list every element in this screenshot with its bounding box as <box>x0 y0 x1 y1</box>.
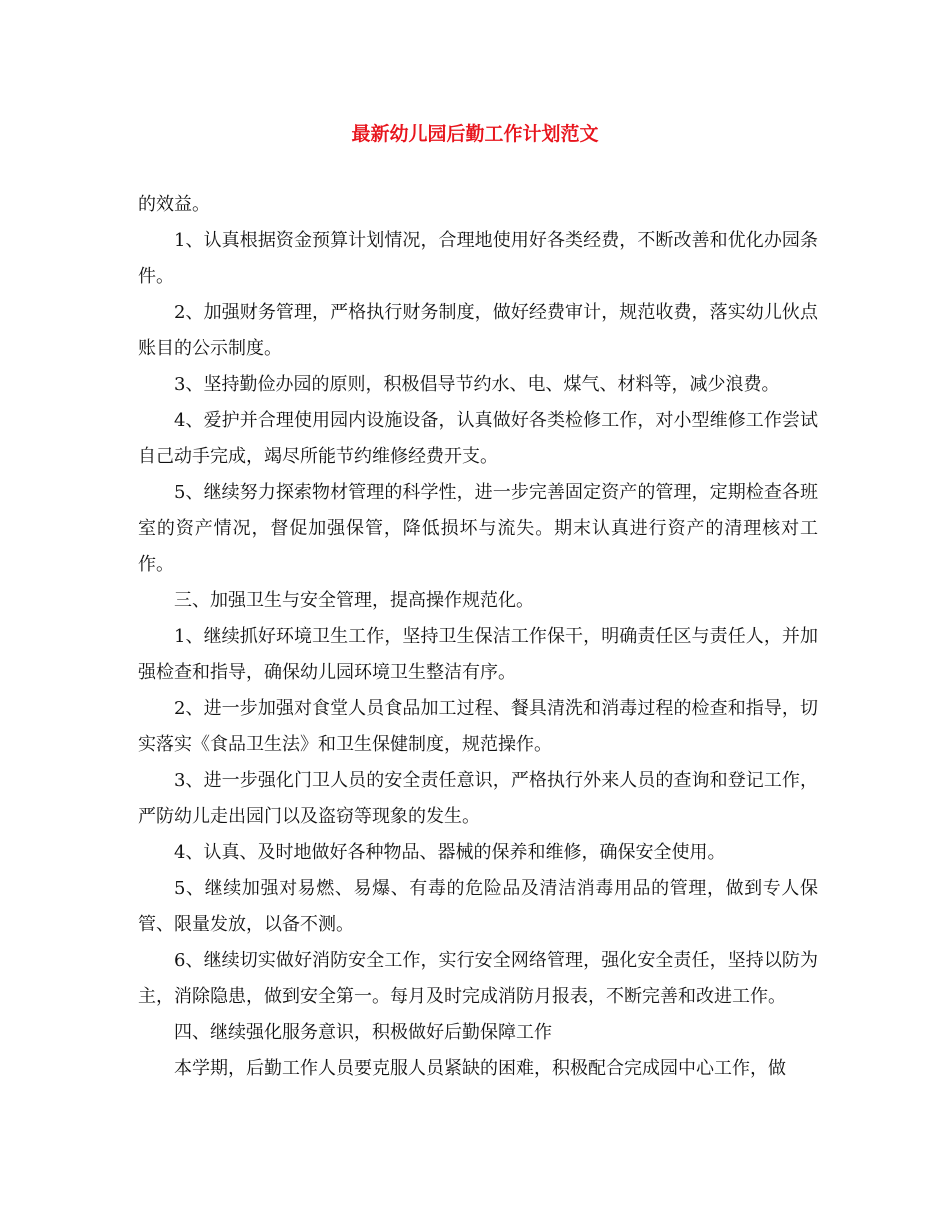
paragraph-finance: 2、加强财务管理，严格执行财务制度，做好经费审计，规范收费，落实幼儿伙点账目的公示制度。 <box>138 302 818 359</box>
document-body <box>138 187 818 1087</box>
paragraph-hazardous: 5、继续加强对易燃、易爆、有毒的危险品及清洁消毒用品的管理，做到专人保管、限量发放，以备不测。 <box>138 878 818 935</box>
paragraph-semester: 本学期，后勤工作人员要克服人员紧缺的困难，积极配合完成园中心工作，做 <box>174 1058 786 1079</box>
paragraph-thrift: 3、坚持勤俭办园的原则，积极倡导节约水、电、煤气、材料等，减少浪费。 <box>174 374 780 395</box>
paragraph-assets: 5、继续努力探索物材管理的科学性，进一步完善固定资产的管理，定期检查各班室的资产情况，督促加强保管，降低损坏与流失。期末认真进行资产的清理核对工作。 <box>138 482 818 575</box>
section-heading-hygiene-safety: 三、加强卫生与安全管理，提高操作规范化。 <box>174 590 534 611</box>
paragraph-fire-safety: 6、继续切实做好消防安全工作，实行安全网络管理，强化安全责任，坚持以防为主，消除隐患，做到安全第一。每月及时完成消防月报表，不断完善和改进工作。 <box>138 950 818 1007</box>
paragraph-maintenance: 4、认真、及时地做好各种物品、器械的保养和维修，确保安全使用。 <box>174 842 726 863</box>
paragraph-budget: 1、认真根据资金预算计划情况，合理地使用好各类经费，不断改善和优化办园条件。 <box>138 230 818 287</box>
paragraph-continuation: 的效益。 <box>138 194 210 215</box>
section-heading-service: 四、继续强化服务意识，积极做好后勤保障工作 <box>174 1022 552 1043</box>
paragraph-canteen: 2、进一步加强对食堂人员食品加工过程、餐具清洗和消毒过程的检查和指导，切实落实《食品卫生法》和卫生保健制度，规范操作。 <box>138 698 818 755</box>
paragraph-facilities: 4、爱护并合理使用园内设施设备，认真做好各类检修工作，对小型维修工作尝试自己动手完成，竭尽所能节约维修经费开支。 <box>138 410 818 467</box>
paragraph-guard: 3、进一步强化门卫人员的安全责任意识，严格执行外来人员的查询和登记工作，严防幼儿走出园门以及盗窃等现象的发生。 <box>138 770 818 827</box>
document-title: 最新幼儿园后勤工作计划范文 <box>351 123 599 145</box>
paragraph-environment: 1、继续抓好环境卫生工作，坚持卫生保洁工作保干，明确责任区与责任人，并加强检查和指导，确保幼儿园环境卫生整洁有序。 <box>138 626 818 683</box>
